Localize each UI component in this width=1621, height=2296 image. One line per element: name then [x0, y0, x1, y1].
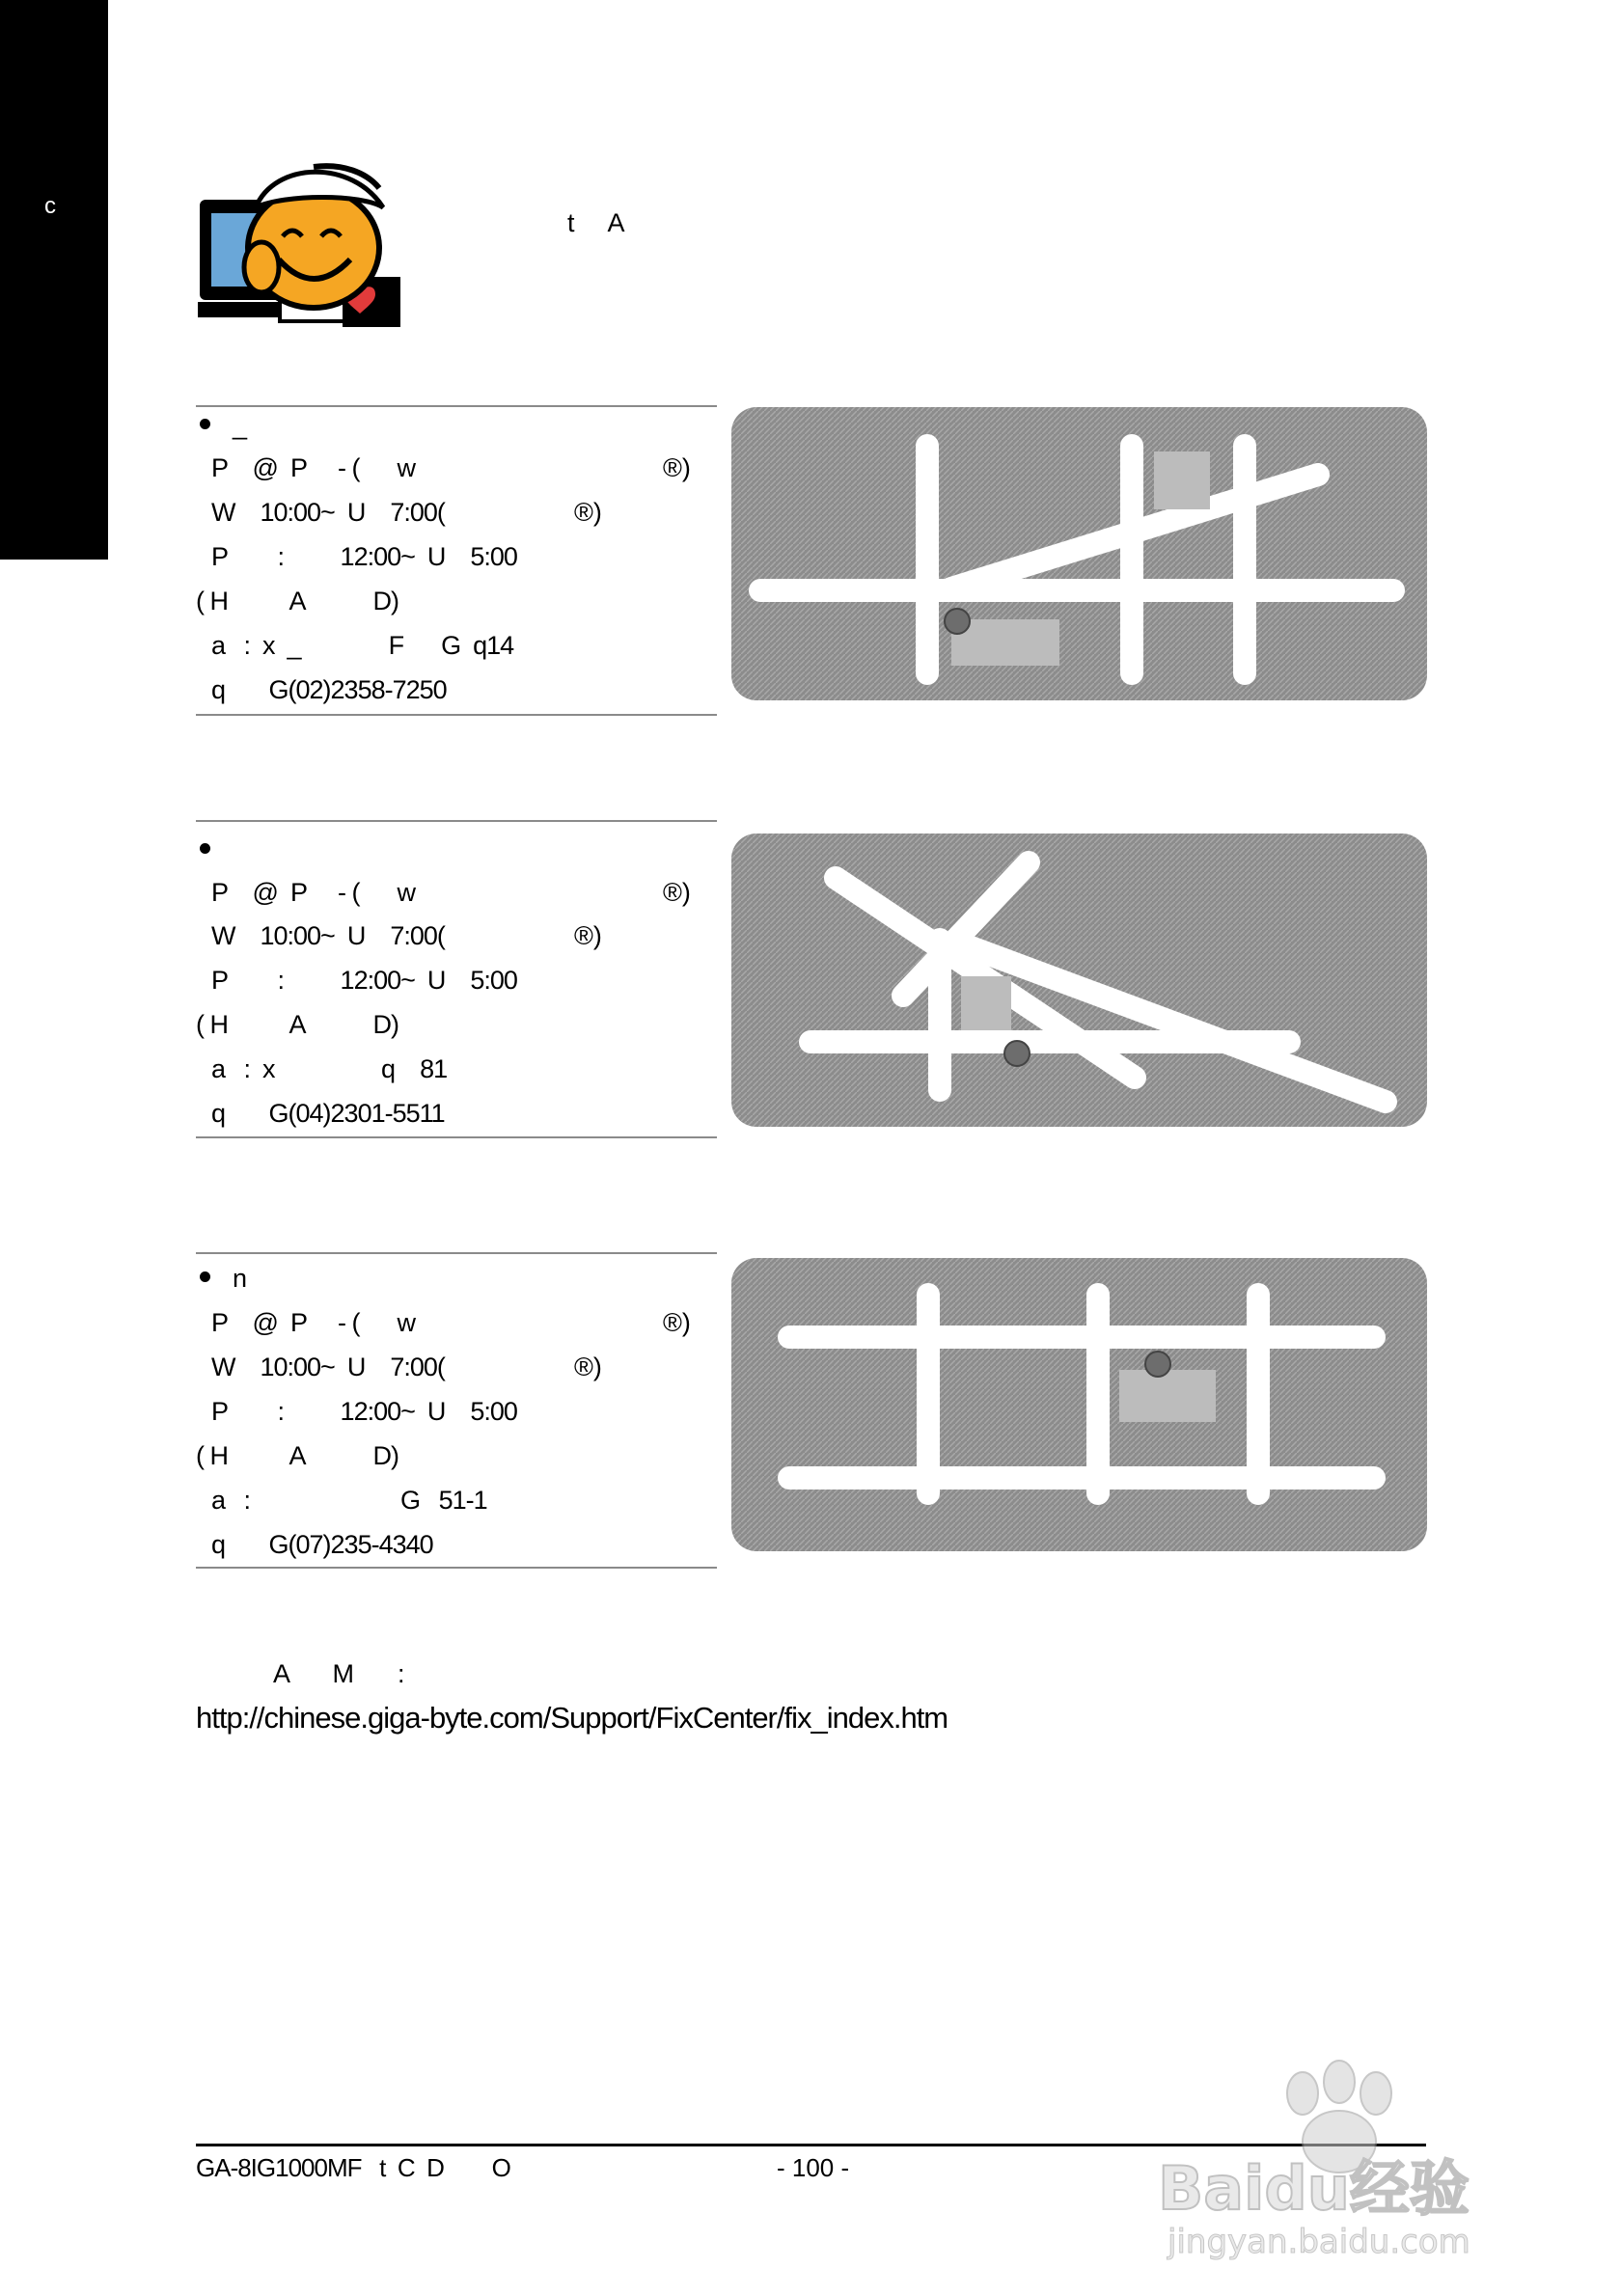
holiday-line: ( H A D)	[196, 1010, 399, 1039]
page-number: - 100 -	[777, 2153, 850, 2182]
registered-mark: ®)	[574, 921, 602, 950]
weekday-hours-line: W 10:00~ U 7:00(	[211, 1353, 445, 1381]
phone-line: q G(04)2301-5511	[211, 1099, 445, 1128]
website-label: A M :	[273, 1659, 405, 1688]
weekday-hours-line: W 10:00~ U 7:00(	[211, 921, 445, 950]
hours-line: P @ P - ( w	[211, 878, 415, 907]
section-bottom-rule	[196, 1136, 717, 1138]
section-top-rule	[196, 1252, 717, 1254]
bullet-icon	[200, 419, 210, 429]
phone-line: q G(07)235-4340	[211, 1530, 433, 1559]
section-top-rule	[196, 820, 717, 822]
address-line: a : G 51-1	[211, 1486, 487, 1515]
lunch-hours-line: P : 12:00~ U 5:00	[211, 542, 517, 571]
section-title: _	[233, 411, 247, 440]
hours-line: P @ P - ( w	[211, 1308, 415, 1337]
lunch-hours-line: P : 12:00~ U 5:00	[211, 966, 517, 995]
section-bottom-rule	[196, 1567, 717, 1569]
registered-mark: ®)	[663, 878, 691, 907]
watermark-logo-text: Baidu经验	[1158, 2153, 1470, 2224]
side-tab-letter: c	[44, 193, 56, 219]
website-link[interactable]: http://chinese.giga-byte.com/Support/FixCenter/fix_index.htm	[196, 1701, 948, 1735]
registered-mark: ®)	[663, 1308, 691, 1337]
service-center-2	[196, 818, 717, 1141]
registered-mark: ®)	[574, 498, 602, 527]
registered-mark: ®)	[574, 1353, 602, 1381]
footer-model: GA-8IG1000MF t C D O	[196, 2153, 510, 2182]
section-title: n	[233, 1264, 247, 1293]
registered-mark: ®)	[663, 453, 691, 482]
phone-line: q G(02)2358-7250	[211, 675, 447, 704]
address-line: a : x q 81	[211, 1054, 448, 1083]
lunch-hours-line: P : 12:00~ U 5:00	[211, 1397, 517, 1426]
location-map-1	[729, 405, 1429, 706]
side-tab	[0, 0, 108, 560]
location-map-3	[729, 1256, 1429, 1557]
section-top-rule	[196, 405, 717, 407]
hours-line: P @ P - ( w	[211, 453, 415, 482]
mascot-illustration	[198, 159, 400, 333]
watermark-sub-text: jingyan.baidu.com	[1168, 2223, 1470, 2261]
location-map-2	[729, 832, 1429, 1133]
holiday-line: ( H A D)	[196, 1441, 399, 1470]
address-line: a : x _ F G q14	[211, 631, 514, 660]
bullet-icon	[200, 843, 210, 854]
service-center-1	[196, 403, 717, 717]
section-bottom-rule	[196, 714, 717, 716]
weekday-hours-line: W 10:00~ U 7:00(	[211, 498, 445, 527]
header-text: t A	[567, 208, 639, 237]
service-center-3	[196, 1250, 717, 1573]
holiday-line: ( H A D)	[196, 587, 399, 615]
bullet-icon	[200, 1271, 210, 1282]
baidu-jingyan-watermark	[1148, 2055, 1534, 2262]
